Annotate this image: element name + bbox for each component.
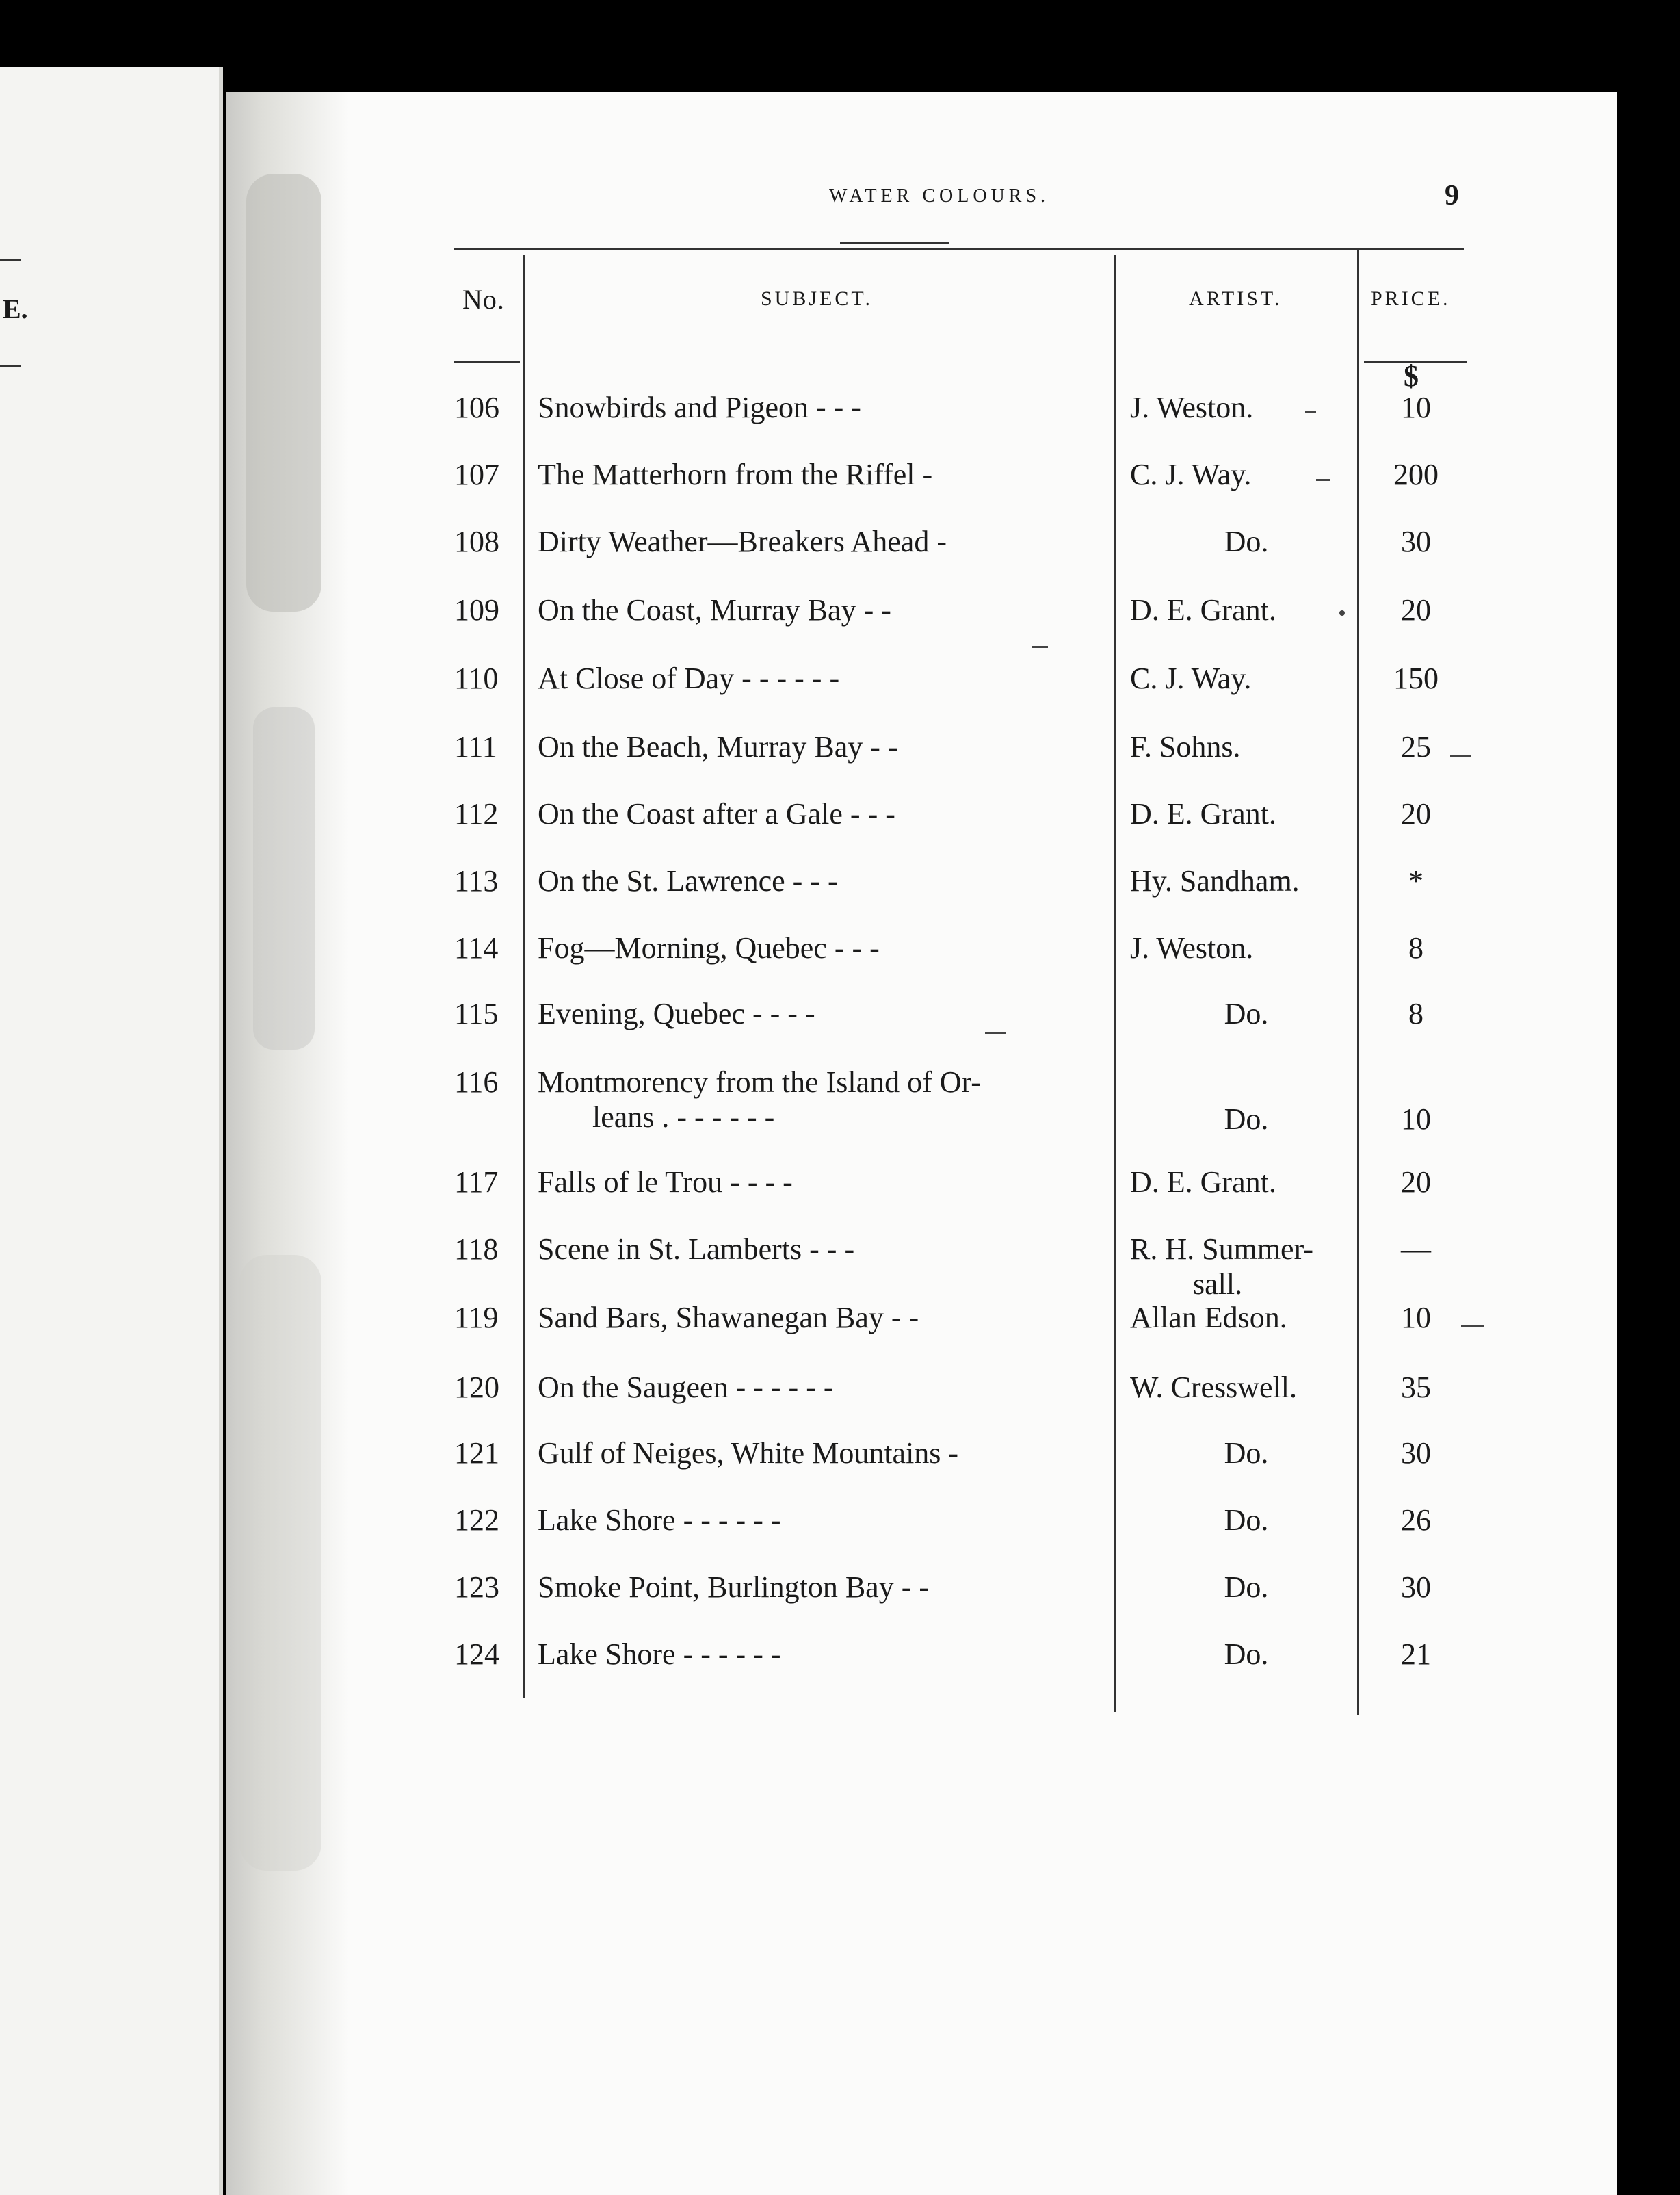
row-number: 115 bbox=[454, 997, 499, 1030]
row-artist bbox=[1130, 1570, 1363, 1605]
row-number: 118 bbox=[454, 1232, 499, 1266]
row-artist-line: C. J. Way. bbox=[1130, 458, 1252, 491]
table-row bbox=[0, 863, 1680, 931]
row-subject-line: At Close of Day - - - - - - bbox=[538, 662, 840, 695]
column-header-price: PRICE. bbox=[1371, 287, 1451, 310]
column-header-artist: ARTIST. bbox=[1189, 287, 1283, 310]
row-subject-line: Smoke Point, Burlington Bay - - bbox=[538, 1570, 929, 1604]
running-head: WATER COLOURS. bbox=[829, 185, 1050, 207]
table-row bbox=[0, 1503, 1680, 1570]
row-subject-line: Scene in St. Lamberts - - - bbox=[538, 1232, 855, 1266]
table-row bbox=[0, 996, 1680, 1063]
row-subject-line: Evening, Quebec - - - - bbox=[538, 997, 815, 1030]
table-row bbox=[0, 1065, 1680, 1136]
row-artist bbox=[1130, 524, 1363, 559]
row-price: 10 bbox=[1401, 1301, 1431, 1334]
row-subject bbox=[538, 1570, 1105, 1605]
row-subject bbox=[538, 593, 1105, 627]
row-subject bbox=[538, 457, 1105, 492]
table-row bbox=[0, 1232, 1680, 1299]
row-price: 10 bbox=[1401, 1102, 1431, 1136]
row-artist bbox=[1130, 1370, 1363, 1405]
row-number: 108 bbox=[454, 525, 499, 558]
row-artist-line: Allan Edson. bbox=[1130, 1301, 1287, 1334]
row-number: 120 bbox=[454, 1371, 499, 1404]
row-subject-line: On the Coast, Murray Bay - - bbox=[538, 593, 891, 627]
row-price: 35 bbox=[1401, 1371, 1431, 1404]
row-artist bbox=[1130, 1637, 1363, 1672]
row-price: 25 bbox=[1401, 730, 1431, 764]
row-artist bbox=[1130, 1300, 1363, 1335]
row-subject bbox=[538, 661, 1105, 696]
row-subject bbox=[538, 1300, 1105, 1335]
row-subject-line: Falls of le Trou - - - - bbox=[538, 1165, 793, 1199]
row-number: 123 bbox=[454, 1570, 499, 1604]
row-subject bbox=[538, 1637, 1105, 1672]
table-row bbox=[0, 1165, 1680, 1232]
page-number: 9 bbox=[1445, 180, 1459, 211]
row-price: 150 bbox=[1393, 662, 1439, 695]
row-number: 111 bbox=[454, 730, 497, 764]
row-number: 116 bbox=[454, 1065, 499, 1099]
row-artist bbox=[1130, 1102, 1363, 1137]
row-subject bbox=[538, 729, 1105, 764]
row-price: 20 bbox=[1401, 797, 1431, 831]
row-number: 110 bbox=[454, 662, 499, 695]
row-artist-line: Do. bbox=[1224, 525, 1269, 558]
row-subject-line: Fog—Morning, Quebec - - - bbox=[538, 931, 880, 965]
row-price: 26 bbox=[1401, 1503, 1431, 1537]
row-artist bbox=[1130, 661, 1363, 696]
header-rule bbox=[454, 361, 520, 363]
table-row bbox=[0, 1300, 1680, 1367]
row-artist bbox=[1130, 729, 1363, 764]
row-number: 122 bbox=[454, 1503, 499, 1537]
row-artist-line: W. Cresswell. bbox=[1130, 1371, 1298, 1404]
table-row bbox=[0, 796, 1680, 863]
table-row bbox=[0, 457, 1680, 524]
row-price: 8 bbox=[1408, 997, 1423, 1030]
row-artist bbox=[1130, 996, 1363, 1031]
row-subject bbox=[538, 524, 1105, 559]
column-header-no: No. bbox=[462, 284, 505, 315]
row-price: 8 bbox=[1408, 931, 1423, 965]
row-artist bbox=[1130, 390, 1363, 425]
row-number: 114 bbox=[454, 931, 499, 965]
row-artist-line: Hy. Sandham. bbox=[1130, 864, 1300, 898]
row-artist-line: Do. bbox=[1224, 1503, 1269, 1537]
row-subject bbox=[538, 796, 1105, 831]
table-row bbox=[0, 1637, 1680, 1704]
row-subject bbox=[538, 1065, 1105, 1134]
row-price: 30 bbox=[1401, 525, 1431, 558]
row-artist-line: Do. bbox=[1224, 1637, 1269, 1671]
table-top-rule bbox=[454, 248, 1464, 250]
row-price: 10 bbox=[1401, 391, 1431, 424]
row-subject-line: On the Coast after a Gale - - - bbox=[538, 797, 895, 831]
row-number: 106 bbox=[454, 391, 499, 424]
row-subject-line: Gulf of Neiges, White Mountains - bbox=[538, 1436, 959, 1470]
table-row bbox=[0, 390, 1680, 457]
row-artist bbox=[1130, 796, 1363, 831]
row-subject bbox=[538, 1370, 1105, 1405]
column-header-subject: SUBJECT. bbox=[761, 287, 873, 310]
row-artist-line: D. E. Grant. bbox=[1130, 797, 1276, 831]
row-price: 21 bbox=[1401, 1637, 1431, 1671]
row-artist bbox=[1130, 1165, 1363, 1199]
row-price: 20 bbox=[1401, 593, 1431, 627]
left-page-rule bbox=[0, 365, 21, 367]
row-artist-line: Do. bbox=[1224, 1570, 1269, 1604]
row-number: 119 bbox=[454, 1301, 499, 1334]
row-subject bbox=[538, 996, 1105, 1031]
row-subject-line-continued: leans . - - - - - - bbox=[592, 1100, 775, 1134]
row-subject bbox=[538, 863, 1105, 898]
table-row bbox=[0, 931, 1680, 998]
row-number: 117 bbox=[454, 1165, 499, 1199]
row-subject-line: On the Saugeen - - - - - - bbox=[538, 1371, 834, 1404]
row-subject-line: Montmorency from the Island of Or- bbox=[538, 1065, 981, 1099]
row-number: 109 bbox=[454, 593, 499, 627]
row-number: 113 bbox=[454, 864, 499, 898]
row-artist-line: J. Weston. bbox=[1130, 391, 1254, 424]
table-row bbox=[0, 593, 1680, 660]
row-subject-line: On the Beach, Murray Bay - - bbox=[538, 730, 898, 764]
table-row bbox=[0, 661, 1680, 728]
left-page-rule bbox=[0, 259, 21, 261]
left-page-glyph: E. bbox=[3, 294, 28, 324]
row-subject-line: Dirty Weather—Breakers Ahead - bbox=[538, 525, 947, 558]
row-subject-line: The Matterhorn from the Riffel - bbox=[538, 458, 933, 491]
row-artist-line: Do. bbox=[1224, 997, 1269, 1030]
row-subject-line: Lake Shore - - - - - - bbox=[538, 1503, 781, 1537]
row-artist-line: D. E. Grant. bbox=[1130, 593, 1276, 627]
row-number: 112 bbox=[454, 797, 499, 831]
table-row bbox=[0, 1570, 1680, 1637]
table-row bbox=[0, 524, 1680, 591]
row-subject-line: On the St. Lawrence - - - bbox=[538, 864, 838, 898]
row-subject bbox=[538, 1232, 1105, 1267]
row-artist bbox=[1130, 1436, 1363, 1470]
row-price: 20 bbox=[1401, 1165, 1431, 1199]
row-subject bbox=[538, 931, 1105, 965]
row-artist bbox=[1130, 863, 1363, 898]
row-subject-line: Snowbirds and Pigeon - - - bbox=[538, 391, 861, 424]
row-price: 30 bbox=[1401, 1570, 1431, 1604]
row-subject bbox=[538, 390, 1105, 425]
table-row bbox=[0, 1436, 1680, 1503]
row-artist-line: J. Weston. bbox=[1130, 931, 1254, 965]
header-ornament-rule bbox=[840, 242, 949, 244]
row-artist-line: R. H. Summer- bbox=[1130, 1232, 1313, 1266]
row-subject bbox=[538, 1165, 1105, 1199]
row-subject bbox=[538, 1503, 1105, 1537]
row-artist-line-continued: sall. bbox=[1193, 1267, 1243, 1301]
row-artist-line: F. Sohns. bbox=[1130, 730, 1241, 764]
row-price: 30 bbox=[1401, 1436, 1431, 1470]
row-subject-line: Sand Bars, Shawanegan Bay - - bbox=[538, 1301, 919, 1334]
row-artist bbox=[1130, 1232, 1363, 1301]
row-subject-line: Lake Shore - - - - - - bbox=[538, 1637, 781, 1671]
row-artist bbox=[1130, 457, 1363, 492]
row-artist-line: Do. bbox=[1224, 1102, 1269, 1136]
row-number: 124 bbox=[454, 1637, 499, 1671]
row-artist bbox=[1130, 931, 1363, 965]
row-artist-line: C. J. Way. bbox=[1130, 662, 1252, 695]
table-row bbox=[0, 729, 1680, 796]
row-number: 121 bbox=[454, 1436, 499, 1470]
row-artist bbox=[1130, 593, 1363, 627]
row-number: 107 bbox=[454, 458, 499, 491]
row-price: 200 bbox=[1393, 458, 1439, 491]
row-subject bbox=[538, 1436, 1105, 1470]
row-artist-line: Do. bbox=[1224, 1436, 1269, 1470]
table-row bbox=[0, 1370, 1680, 1437]
currency-symbol: $ bbox=[1404, 359, 1419, 393]
row-artist-line: D. E. Grant. bbox=[1130, 1165, 1276, 1199]
row-price: * bbox=[1408, 864, 1423, 898]
row-price: — bbox=[1401, 1232, 1431, 1266]
row-artist bbox=[1130, 1503, 1363, 1537]
